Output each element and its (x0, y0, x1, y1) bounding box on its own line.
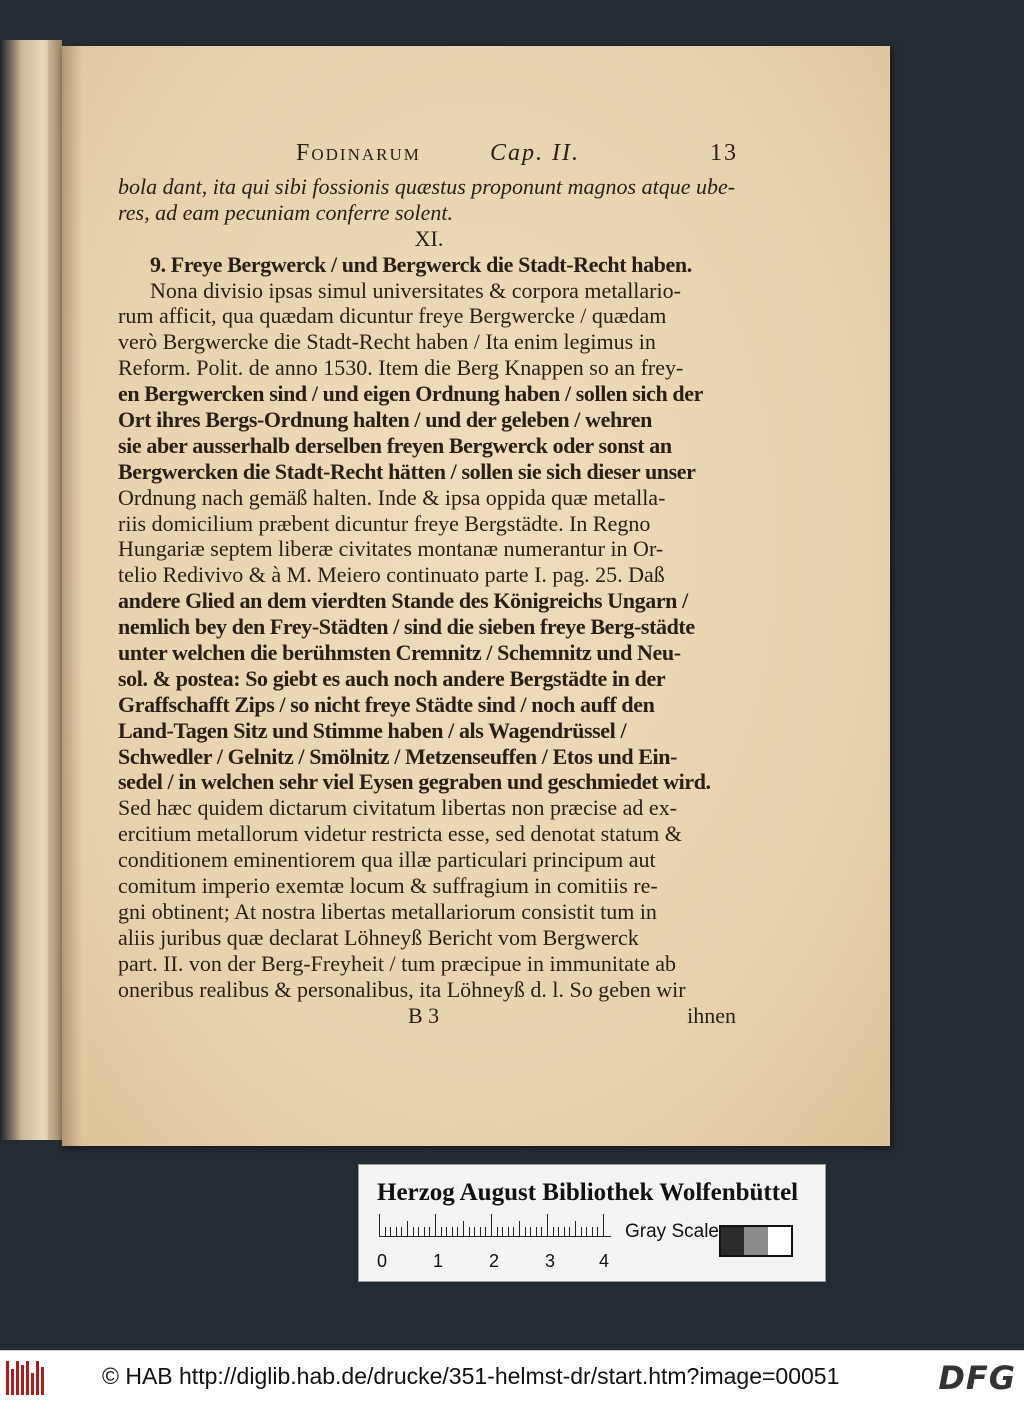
ruler-tick (541, 1227, 542, 1236)
text-line: andere Glied an dem vierdten Stande des Königreichs Ungarn / (118, 588, 688, 614)
source-link[interactable]: © HAB http://diglib.hab.de/drucke/351-helmst-dr/start.htm?image=00051 (102, 1363, 840, 1389)
scale-number: 1 (433, 1251, 444, 1271)
text-line: bola dant, ita qui sibi fossionis quæstus proponunt magnos atque ube- (118, 174, 736, 199)
text-line: Graffschafft Zips / so nicht freye Städte sind / noch auff den (118, 691, 655, 717)
text-line: Ort ihres Bergs-Ordnung halten / und der geleben / wehren (118, 407, 652, 433)
page-footer (118, 1003, 740, 1029)
ruler-tick (469, 1227, 470, 1236)
ruler-tick (586, 1227, 587, 1236)
library-color-card (358, 1164, 826, 1282)
ruler-tick (390, 1227, 391, 1236)
ruler-tick (446, 1227, 447, 1236)
chapter-label: Cap. II. (490, 140, 580, 166)
text-line: verò Bergwercke die Stadt-Recht haben / Ita enim legimus in (118, 329, 656, 355)
catchword: ihnen (687, 1002, 736, 1028)
ruler-tick (547, 1214, 548, 1236)
ruler-tick (463, 1221, 464, 1236)
text-line: conditionem eminentiorem qua illæ particulari principum aut (118, 847, 656, 873)
gray-swatch (744, 1227, 767, 1255)
ruler-tick (603, 1214, 604, 1236)
ruler-tick (457, 1227, 458, 1236)
ruler-tick (385, 1227, 386, 1236)
text-line: sedel / in welchen sehr viel Eysen gegraben und geschmiedet wird. (118, 769, 711, 795)
text-line: telio Redivivo & à M. Meiero continuato parte I. pag. 25. Daß (118, 562, 665, 588)
page-header (118, 140, 740, 174)
text-line: rum afficit, qua quædam dicuntur freye Bergwercke / quædam (118, 303, 667, 329)
ruler-tick (401, 1227, 402, 1236)
ruler-tick (474, 1227, 475, 1236)
gray-swatch (768, 1227, 791, 1255)
text-line: comitum imperio exemtæ locum & suffragium in comitiis re- (118, 873, 658, 899)
ruler-tick (592, 1227, 593, 1236)
text-line: en Bergwercken sind / und eigen Ordnung haben / sollen sich der (118, 381, 703, 407)
ruler-tick (581, 1227, 582, 1236)
ruler-tick (407, 1221, 408, 1236)
text-line: part. II. von der Berg-Freyheit / tum præcipue in immunitate ab (118, 950, 677, 976)
text-body (118, 174, 740, 1028)
gray-scale-swatches (719, 1225, 793, 1257)
text-line: Nona divisio ipsas simul universitates & corpora metallario- (150, 277, 681, 303)
page-text (118, 140, 740, 1028)
ruler-tick (513, 1227, 514, 1236)
text-line: sol. & postea: So giebt es auch noch andere Bergstädte in der (118, 665, 666, 691)
text-line: Reform. Polit. de anno 1530. Item die Berg Knappen so an frey- (118, 355, 684, 381)
ruler-tick (597, 1227, 598, 1236)
text-line: Ordnung nach gemäß halten. Inde & ipsa oppida quæ metalla- (118, 484, 666, 510)
ruler-tick (435, 1214, 436, 1236)
running-title: Fodinarum (296, 140, 421, 166)
ruler-tick (485, 1227, 486, 1236)
ruler-tick (497, 1227, 498, 1236)
ruler-tick (508, 1227, 509, 1236)
scale-number: 0 (377, 1251, 388, 1271)
book-gutter (48, 40, 62, 1140)
ruler-tick (418, 1227, 419, 1236)
text-line: aliis juribus quæ declarat Löhneyß Bericht vom Bergwerck (118, 924, 639, 950)
section-number: XI. (414, 225, 444, 251)
gray-swatch (721, 1227, 744, 1255)
text-line: ercitium metallorum videtur restricta esse, sed denotat statum & (118, 821, 682, 847)
dfg-logo: DFG (938, 1359, 1016, 1397)
ruler-tick (558, 1227, 559, 1236)
ruler-tick (564, 1227, 565, 1236)
text-line: riis domicilium præbent dicuntur freye Bergstädte. In Regno (118, 510, 651, 536)
ruler-tick (525, 1227, 526, 1236)
text-line: res, ad eam pecuniam conferre solent. (118, 199, 454, 225)
ruler-tick (519, 1221, 520, 1236)
ruler-tick (413, 1227, 414, 1236)
ruler-tick (480, 1227, 481, 1236)
text-line: Land-Tagen Sitz und Stimme haben / als Wagendrüssel / (118, 717, 627, 743)
text-line: gni obtinent; At nostra libertas metallariorum consistit tum in (118, 898, 657, 924)
text-line: Schwedler / Gelnitz / Smölnitz / Metzenseuffen / Etos und Ein- (118, 743, 678, 769)
ruler-tick (530, 1227, 531, 1236)
page-number: 13 (710, 140, 738, 166)
ruler-tick (379, 1214, 380, 1236)
section-heading: 9. Freye Bergwerck / und Bergwerck die Stadt-Recht haben. (150, 251, 692, 277)
ruler-tick (569, 1227, 570, 1236)
ruler-tick (441, 1227, 442, 1236)
text-line: unter welchen die berühmsten Cremnitz / Schemnitz und Neu- (118, 640, 681, 666)
viewer-footer (0, 1350, 1024, 1405)
scale-number: 4 (599, 1251, 610, 1271)
ruler-tick (429, 1227, 430, 1236)
ruler-scale (379, 1215, 611, 1237)
ruler-tick (536, 1227, 537, 1236)
ruler-tick (491, 1214, 492, 1236)
text-line: oneribus realibus & personalibus, ita Löhneyß d. l. So geben wir (118, 976, 686, 1002)
text-line: nemlich bey den Frey-Städten / sind die sieben freye Berg-städte (118, 614, 695, 640)
text-line: Hungariæ septem liberæ civitates montanæ numerantur in Or- (118, 536, 664, 562)
library-name: Herzog August Bibliothek Wolfenbüttel (377, 1179, 799, 1206)
ruler-tick (452, 1227, 453, 1236)
ruler-tick (553, 1227, 554, 1236)
text-line: sie aber ausserhalb derselben freyen Bergwerck oder sonst an (118, 432, 672, 458)
hab-logo-icon (6, 1361, 48, 1395)
ruler-tick (575, 1221, 576, 1236)
ruler-tick (424, 1227, 425, 1236)
ruler-tick (396, 1227, 397, 1236)
ruler-tick (502, 1227, 503, 1236)
scale-number: 3 (545, 1251, 556, 1271)
signature-mark: B 3 (408, 1002, 440, 1028)
scale-number: 2 (489, 1251, 500, 1271)
text-line: Sed hæc quidem dictarum civitatum libertas non præcise ad ex- (118, 795, 678, 821)
text-line: Bergwercken die Stadt-Recht hätten / sollen sie sich dieser unser (118, 458, 696, 484)
gray-scale-label: Gray Scale (625, 1221, 719, 1242)
